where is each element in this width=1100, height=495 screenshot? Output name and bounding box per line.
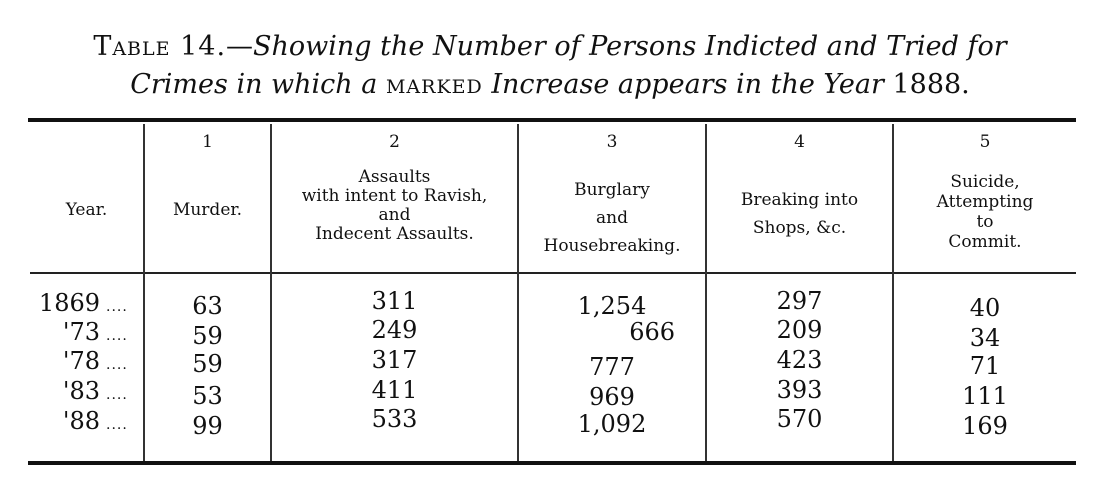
cell-assaults: 533 [371,405,418,433]
header-shops-line-1: Breaking into [740,190,859,210]
header-assaults [272,168,517,244]
header-suicide-line-1: Suicide, [950,172,1020,192]
cell-assaults: 411 [371,376,418,404]
cell-shops: 297 [776,287,823,315]
cell-burglary: 777 [589,353,635,381]
header-burglary [519,176,705,260]
header-shops-line-2: Shops, &c. [752,218,847,238]
cell-suicide: 34 [969,324,1001,352]
row-leader-dots: .... [106,417,128,433]
top-rule [28,118,1076,122]
title-line-2 [0,66,1100,104]
cell-suicide: 111 [962,382,1008,410]
row-year-value: '88 [62,407,100,435]
header-year: Year. [65,200,108,220]
header-assaults-line-2: with intent to Ravish, [301,186,488,206]
title-line-1-text: Showing the Number of Persons Indicted and Tried for [253,31,1007,62]
header-burglary-line-1: Burglary [574,180,650,200]
cell-burglary: 1,254 [577,292,647,320]
cell-assaults: 311 [371,287,418,315]
column-number-2: 2 [389,132,400,152]
header-burglary-line-2: and [596,208,628,228]
header-assaults-line-1: Assaults [358,167,431,187]
cell-suicide: 169 [962,412,1008,440]
column-number-4: 4 [794,132,805,152]
bottom-rule [28,461,1076,465]
header-assaults-line-3: and [378,205,411,225]
column-number-5: 5 [979,132,991,152]
cell-murder: 63 [192,292,223,320]
cell-shops: 393 [776,376,823,404]
row-year-value: '78 [62,347,100,375]
table-row-year [30,347,142,380]
cell-burglary: 1,092 [577,410,647,438]
row-year-value: '73 [62,318,100,346]
header-shops [707,186,892,242]
title-line-2-text-b: Increase appears in the Year [491,69,884,100]
cell-shops: 570 [776,405,823,433]
column-number-3: 3 [606,132,618,152]
header-burglary-line-3: Housebreaking. [543,236,681,256]
cell-shops: 209 [776,316,823,344]
row-leader-dots: .... [106,387,128,403]
header-suicide [894,172,1076,252]
title-line-2-text-a: Crimes in which a [130,69,378,100]
row-year-value: 1869 [38,289,100,317]
cell-suicide: 40 [969,294,1001,322]
table-row-year [30,407,142,440]
table-row-year [30,377,142,410]
header-murder-line: Murder. [172,200,243,220]
header-rule [30,272,1076,274]
cell-murder: 99 [192,412,223,440]
title-line-1 [0,28,1100,66]
header-suicide-line-2: Attempting [936,192,1034,212]
cell-murder: 53 [192,382,223,410]
row-leader-dots: .... [106,328,128,344]
cell-burglary: 666 [629,318,675,346]
row-leader-dots: .... [106,357,128,373]
column-number-1: 1 [202,132,213,152]
cell-shops: 423 [776,346,823,374]
cell-burglary: 969 [589,383,635,411]
header-suicide-line-3: to [976,212,994,232]
title-year: 1888. [892,69,970,100]
cell-murder: 59 [192,350,223,378]
row-year-value: '83 [62,377,100,405]
row-leader-dots: .... [106,299,128,315]
cell-assaults: 317 [371,346,418,374]
cell-murder: 59 [192,322,223,350]
title-dash: — [226,31,254,62]
table-label: Table 14. [93,31,227,62]
header-suicide-line-4: Commit. [948,232,1022,252]
header-assaults-line-4: Indecent Assaults. [315,224,474,244]
cell-suicide: 71 [969,352,1001,380]
title-marked-word: marked [385,69,483,100]
cell-assaults: 249 [371,316,418,344]
table-title [0,28,1100,104]
header-murder [145,201,270,220]
